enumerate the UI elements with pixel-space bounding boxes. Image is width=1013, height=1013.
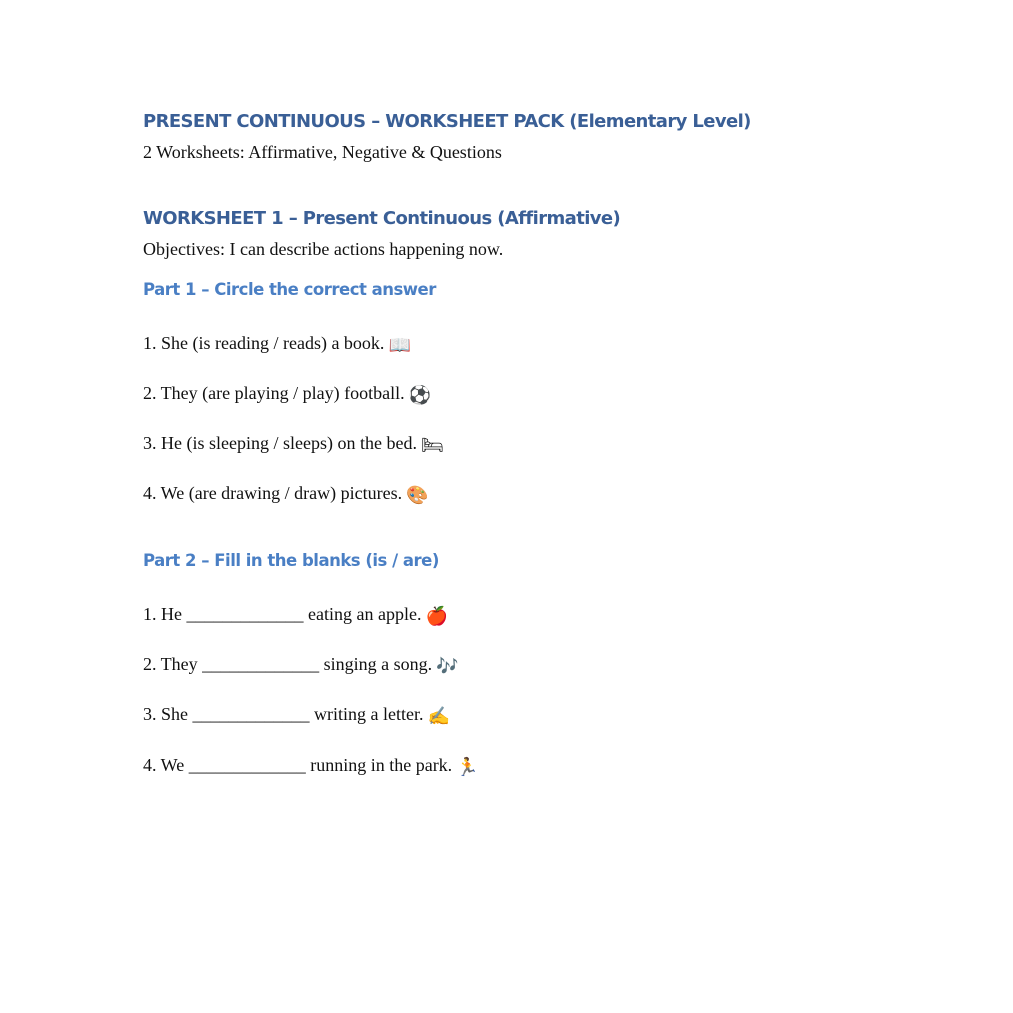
palette-icon: 🎨 bbox=[406, 485, 429, 505]
list-item bbox=[143, 383, 431, 406]
list-item bbox=[143, 433, 444, 456]
open-book-icon: 📖 bbox=[388, 335, 411, 355]
objectives-text: Objectives: I can describe actions happening now. bbox=[143, 239, 504, 259]
apple-icon: 🍎 bbox=[425, 606, 448, 626]
writing-hand-icon: ✍ bbox=[427, 706, 450, 726]
list-item bbox=[143, 755, 479, 778]
list-item bbox=[143, 604, 448, 627]
runner-icon: 🏃 bbox=[456, 757, 479, 777]
list-item bbox=[143, 333, 411, 356]
part1-heading: Part 1 – Circle the correct answer bbox=[143, 280, 436, 299]
bed-icon: 🛏 bbox=[420, 435, 444, 455]
page-title: PRESENT CONTINUOUS – WORKSHEET PACK (Elementary Level) bbox=[143, 111, 751, 132]
item-text: 1. He _____________ eating an apple. bbox=[143, 604, 422, 624]
worksheet-heading: WORKSHEET 1 – Present Continuous (Affirmative) bbox=[143, 208, 621, 229]
item-text: 3. She _____________ writing a letter. bbox=[143, 704, 424, 724]
soccer-ball-icon: ⚽ bbox=[408, 385, 432, 405]
list-item bbox=[143, 483, 429, 506]
item-text: 4. We _____________ running in the park. bbox=[143, 755, 453, 775]
item-text: 2. They _____________ singing a song. bbox=[143, 654, 433, 674]
music-notes-icon: 🎶 bbox=[436, 656, 459, 676]
list-item bbox=[143, 654, 459, 677]
item-text: 4. We (are drawing / draw) pictures. bbox=[143, 483, 403, 503]
part2-heading: Part 2 – Fill in the blanks (is / are) bbox=[143, 551, 439, 570]
page-subtitle: 2 Worksheets: Affirmative, Negative & Questions bbox=[143, 142, 502, 162]
list-item bbox=[143, 704, 450, 727]
item-text: 3. He (is sleeping / sleeps) on the bed. bbox=[143, 433, 417, 453]
item-text: 1. She (is reading / reads) a book. bbox=[143, 333, 385, 353]
item-text: 2. They (are playing / play) football. bbox=[143, 383, 405, 403]
